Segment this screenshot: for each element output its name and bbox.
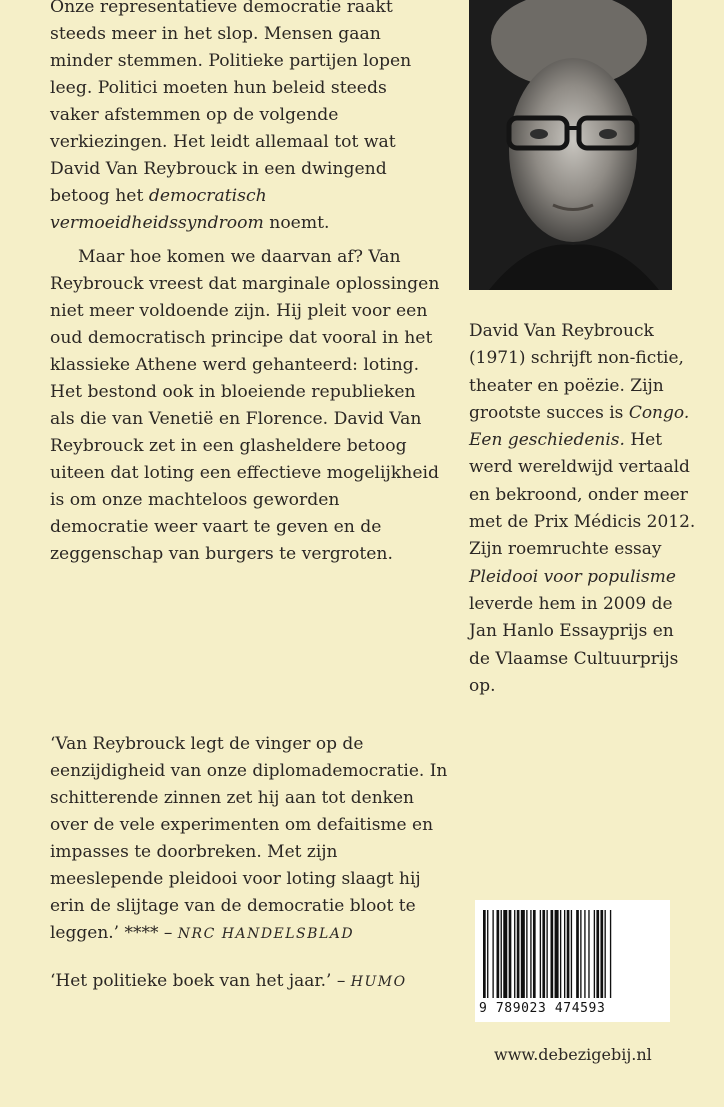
description-text: Onze representatieve democratie raakt steeds meer in het slop. Mensen gaan minder stemmen. Politieke partijen lopen leeg. Politici moeten hun beleid steeds vaker afstemmen op de volgende verkiezingen. Het leidt allemaal tot wat David Van Reybrouck in een dwingend betoog het xyxy=(50,0,412,206)
bio-text-2: Het werd wereldwijd vertaald en bekroond, onder meer met de Prix Médicis 2012. Zijn roemruchte essay xyxy=(469,430,696,560)
author-bio xyxy=(469,318,699,700)
author-portrait-image xyxy=(469,0,672,290)
review-text: ‘Van Reybrouck legt de vinger op de eenzijdigheid van onze diplomademocratie. In schitterende zinnen zet hij aan tot denken over de vele experimenten om defaitisme en impasses te doorbreken. Met zijn meeslepende pleidooi voor loting slaagt hij erin de slijtage van de democratie bloot te leggen.’ **** – xyxy=(50,734,448,943)
description-paragraph-1 xyxy=(50,0,440,237)
book-description xyxy=(50,0,440,568)
humo-quote xyxy=(50,968,450,996)
humo-text: ‘Het politieke boek van het jaar.’ – xyxy=(50,971,351,991)
description-emphasis: democratisch vermoeidheidssyndroom xyxy=(50,186,267,233)
bio-text-3: leverde hem in 2009 de Jan Hanlo Essayprijs en de Vlaamse Cultuurprijs op. xyxy=(469,593,679,696)
humo-source: HUMO xyxy=(350,974,407,990)
barcode xyxy=(475,900,670,1022)
review-quote xyxy=(50,731,450,948)
bio-text: David Van Reybrouck (1971) schrijft non-fictie, theater en poëzie. Zijn grootste succes is xyxy=(469,321,684,423)
barcode-bars xyxy=(483,910,663,1002)
bio-title-congo: Congo. Een geschiedenis. xyxy=(469,402,690,451)
publisher-url[interactable]: www.debezigebij.nl xyxy=(494,1045,652,1064)
description-paragraph-2: Maar hoe komen we daarvan af? Van Reybrouck vreest dat marginale oplossingen niet meer voldoende zijn. Hij pleit voor een oud democratisch principe dat vooral in het klassieke Athene werd gehanteerd: loting. Het bestond ook in bloeiende republieken als die van Venetië en Florence. David Van Reybrouck zet in een glasheldere betoog uiteen dat loting een effectieve mogelijkheid is om onze machteloos geworden democratie weer vaart te geven en de zeggenschap van burgers te vergroten. xyxy=(50,247,440,564)
author-photo xyxy=(469,0,672,290)
bio-title-pleidooi: Pleidooi voor populisme xyxy=(469,566,676,587)
isbn-number: 9 789023 474593 xyxy=(479,1001,606,1016)
review-source: NRC HANDELSBLAD xyxy=(177,926,355,942)
description-text-end: noemt. xyxy=(263,213,330,233)
